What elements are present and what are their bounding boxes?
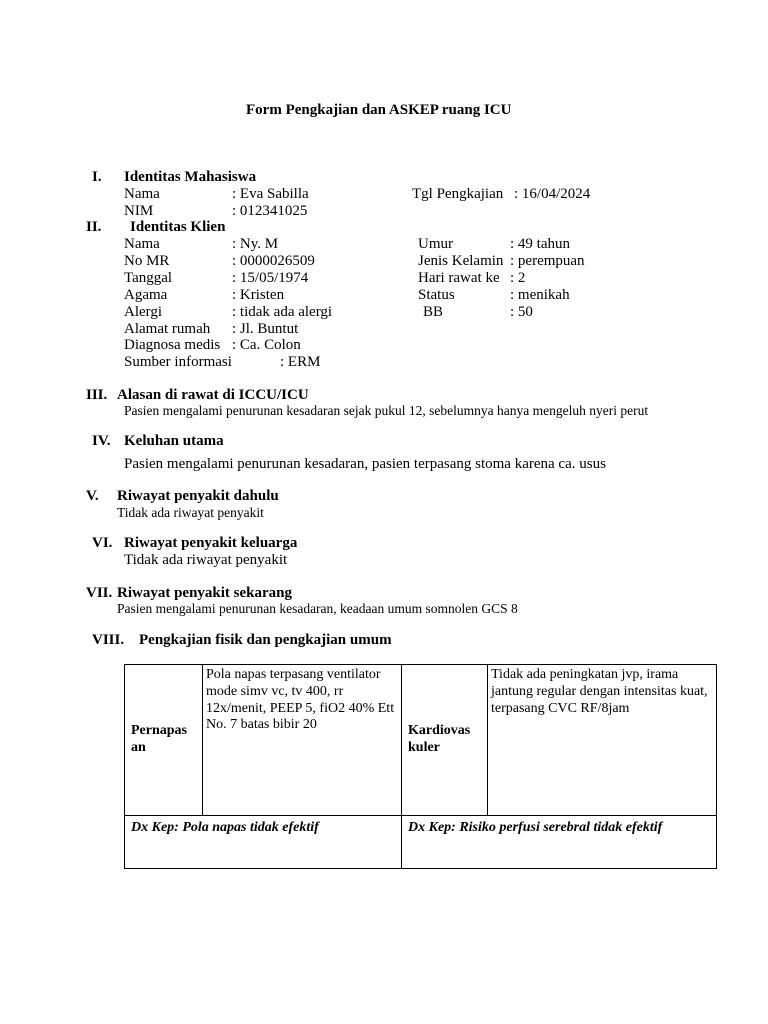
section-6-heading: Riwayat penyakit keluarga <box>124 535 298 551</box>
section-5-text: Tidak ada riwayat penyakit <box>117 505 264 520</box>
mr-number-value: : 0000026509 <box>232 253 315 269</box>
section-3-number: III. <box>86 387 108 403</box>
client-name-label: Nama <box>124 236 160 252</box>
section-4-text: Pasien mengalami penurunan kesadaran, pasien terpasang stoma karena ca. usus <box>124 456 606 472</box>
section-7-heading: Riwayat penyakit sekarang <box>117 585 293 601</box>
religion-value: : Kristen <box>232 287 285 303</box>
section-2-heading: Identitas Klien <box>130 219 226 235</box>
section-4-heading: Keluhan utama <box>124 433 224 449</box>
assessment-date-label: Tgl Pengkajian <box>412 186 504 202</box>
gender-label: Jenis Kelamin <box>418 253 504 269</box>
age-label: Umur <box>418 236 453 252</box>
assessment-date-value: : 16/04/2024 <box>514 186 591 202</box>
body-weight-value: : 50 <box>510 304 533 320</box>
section-3-text: Pasien mengalami penurunan kesadaran sejak pukul 12, sebelumnya hanya mengeluh nyeri perut <box>124 403 649 418</box>
student-name-value: : Eva Sabilla <box>232 186 309 202</box>
section-7-number: VII. <box>86 585 113 601</box>
mr-number-label: No MR <box>124 253 170 269</box>
form-title: Form Pengkajian dan ASKEP ruang ICU <box>246 102 512 118</box>
respiratory-diagnosis: Dx Kep: Pola napas tidak efektif <box>125 816 402 869</box>
cardiovascular-label: Kardiovas kuler <box>402 665 488 816</box>
section-6-text: Tidak ada riwayat penyakit <box>124 552 288 568</box>
allergy-value: : tidak ada alergi <box>232 304 333 320</box>
cardiovascular-diagnosis: Dx Kep: Risiko perfusi serebral tidak efektif <box>402 816 717 869</box>
section-1-number: I. <box>92 169 102 185</box>
section-4-number: IV. <box>92 433 111 449</box>
marital-status-label: Status <box>418 287 455 303</box>
client-name-value: : Ny. M <box>232 236 279 252</box>
info-source-label: Sumber informasi <box>124 354 232 370</box>
cardiovascular-findings: Tidak ada peningkatan jvp, irama jantung regular dengan intensitas kuat, terpasang CVC RF/8jam <box>488 665 717 816</box>
religion-label: Agama <box>124 287 168 303</box>
student-nim-label: NIM <box>124 203 154 219</box>
birth-date-label: Tanggal <box>124 270 173 286</box>
care-day-value: : 2 <box>510 270 526 286</box>
info-source-value: : ERM <box>280 354 321 370</box>
marital-status-value: : menikah <box>510 287 570 303</box>
birth-date-value: : 15/05/1974 <box>232 270 309 286</box>
section-3-heading: Alasan di rawat di ICCU/ICU <box>117 387 309 403</box>
section-5-number: V. <box>86 488 99 504</box>
student-name-label: Nama <box>124 186 160 202</box>
section-7-text: Pasien mengalami penurunan kesadaran, keadaan umum somnolen GCS 8 <box>117 601 518 616</box>
gender-value: : perempuan <box>510 253 585 269</box>
diagnosis-value: : Ca. Colon <box>232 337 301 353</box>
physical-exam-table <box>124 664 717 869</box>
care-day-label: Hari rawat ke <box>418 270 500 286</box>
diagnosis-label: Diagnosa medis <box>124 337 221 353</box>
body-weight-label: BB <box>423 304 444 320</box>
allergy-label: Alergi <box>124 304 163 320</box>
age-value: : 49 tahun <box>510 236 570 252</box>
section-8-heading: Pengkajian fisik dan pengkajian umum <box>139 632 392 648</box>
student-nim-value: : 012341025 <box>232 203 308 219</box>
section-6-number: VI. <box>92 535 113 551</box>
section-2-number: II. <box>86 219 102 235</box>
section-5-heading: Riwayat penyakit dahulu <box>117 488 279 504</box>
address-label: Alamat rumah <box>124 321 211 337</box>
respiratory-findings: Pola napas terpasang ventilator mode simv vc, tv 400, rr 12x/menit, PEEP 5, fiO2 40% Ett No. 7 batas bibir 20 <box>203 665 402 816</box>
address-value: : Jl. Buntut <box>232 321 299 337</box>
section-1-heading: Identitas Mahasiswa <box>124 169 257 185</box>
respiratory-label: Pernapas an <box>125 665 203 816</box>
section-8-number: VIII. <box>92 632 125 648</box>
